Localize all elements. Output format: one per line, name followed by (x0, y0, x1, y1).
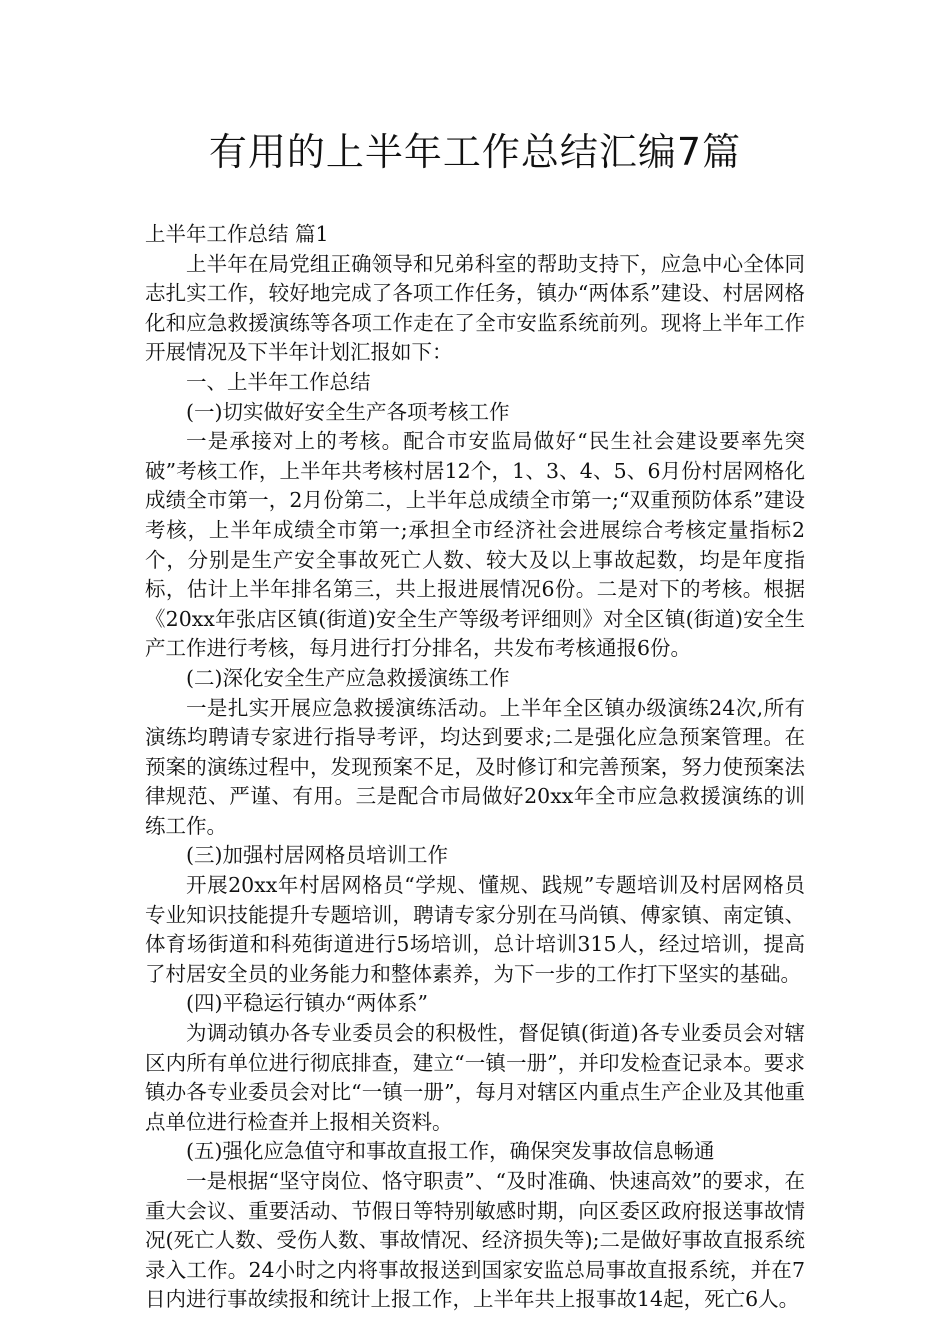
paragraph-intro: 上半年在局党组正确领导和兄弟科室的帮助支持下，应急中心全体同志扎实工作，较好地完成了各项工作任务，镇办“两体系”建设、村居网格化和应急救援演练等各项工作走在了全市安监系统前列。现将上半年工作开展情况及下半年计划汇报如下： (145, 251, 805, 365)
subheading-5: (五)强化应急值守和事故直报工作，确保突发事故信息畅通 (186, 1139, 715, 1164)
paragraph-drills: 一是扎实开展应急救援演练活动。上半年全区镇办级演练24次,所有演练均聘请专家进行指导考评，均达到要求;二是强化应急预案管理。在预案的演练过程中，发现预案不足，及时修订和完善预案，努力使预案法律规范、严谨、有用。三是配合市局做好20xx年全市应急救援演练的训练工作。 (145, 695, 805, 838)
document-title: 有用的上半年工作总结汇编7篇 (208, 130, 742, 174)
paragraph-two-systems: 为调动镇办各专业委员会的积极性，督促镇(街道)各专业委员会对辖区内所有单位进行彻底排查，建立“一镇一册”，并印发检查记录本。要求镇办各专业委员会对比“一镇一册”，每月对辖区内重点生产企业及其他重点单位进行检查并上报相关资料。 (145, 1021, 805, 1134)
paragraph-duty-reporting: 一是根据“坚守岗位、恪守职责”、“及时准确、快速高效”的要求，在重大会议、重要活动、节假日等特别敏感时期，向区委区政府报送事故情况(死亡人数、受伤人数、事故情况、经济损失等);二是做好事故直报系统录入工作。24小时之内将事故报送到国家安监总局事故直报系统，并在7日内进行事故续报和统计上报工作，上半年共上报事故14起，死亡6人。 (145, 1169, 805, 1312)
subheading-3: (三)加强村居网格员培训工作 (186, 843, 448, 868)
subheading-2: (二)深化安全生产应急救援演练工作 (186, 665, 510, 690)
subheading-4: (四)平稳运行镇办“两体系” (186, 991, 428, 1016)
paragraph-assessment: 一是承接对上的考核。配合市安监局做好“民生社会建设要率先突破”考核工作，上半年共考核村居12个，1、3、4、5、6月份村居网格化成绩全市第一，2月份第二，上半年总成绩全市第一;“双重预防体系”建设考核，上半年成绩全市第一;承担全市经济社会进展综合考核定量指标2个，分别是生产安全事故死亡人数、较大及以上事故起数，均是年度指标，估计上半年排名第三，共上报进展情况6份。二是对下的考核。根据《20xx年张店区镇(街道)安全生产等级考评细则》对全区镇(街道)安全生产工作进行考核，每月进行打分排名，共发布考核通报6份。 (145, 429, 805, 661)
document-body (145, 220, 805, 1315)
paragraph-training: 开展20xx年村居网格员“学规、懂规、践规”专题培训及村居网格员专业知识技能提升专题培训，聘请专家分别在马尚镇、傅家镇、南定镇、体育场街道和科苑街道进行5场培训，总计培训315人，经过培训，提高了村居安全员的业务能力和整体素养，为下一步的工作打下坚实的基础。 (145, 873, 805, 986)
section-heading: 上半年工作总结 篇1 (145, 222, 329, 246)
subheading-1: (一)切实做好安全生产各项考核工作 (186, 399, 510, 424)
heading-part-one: 一、上半年工作总结 (186, 369, 371, 394)
